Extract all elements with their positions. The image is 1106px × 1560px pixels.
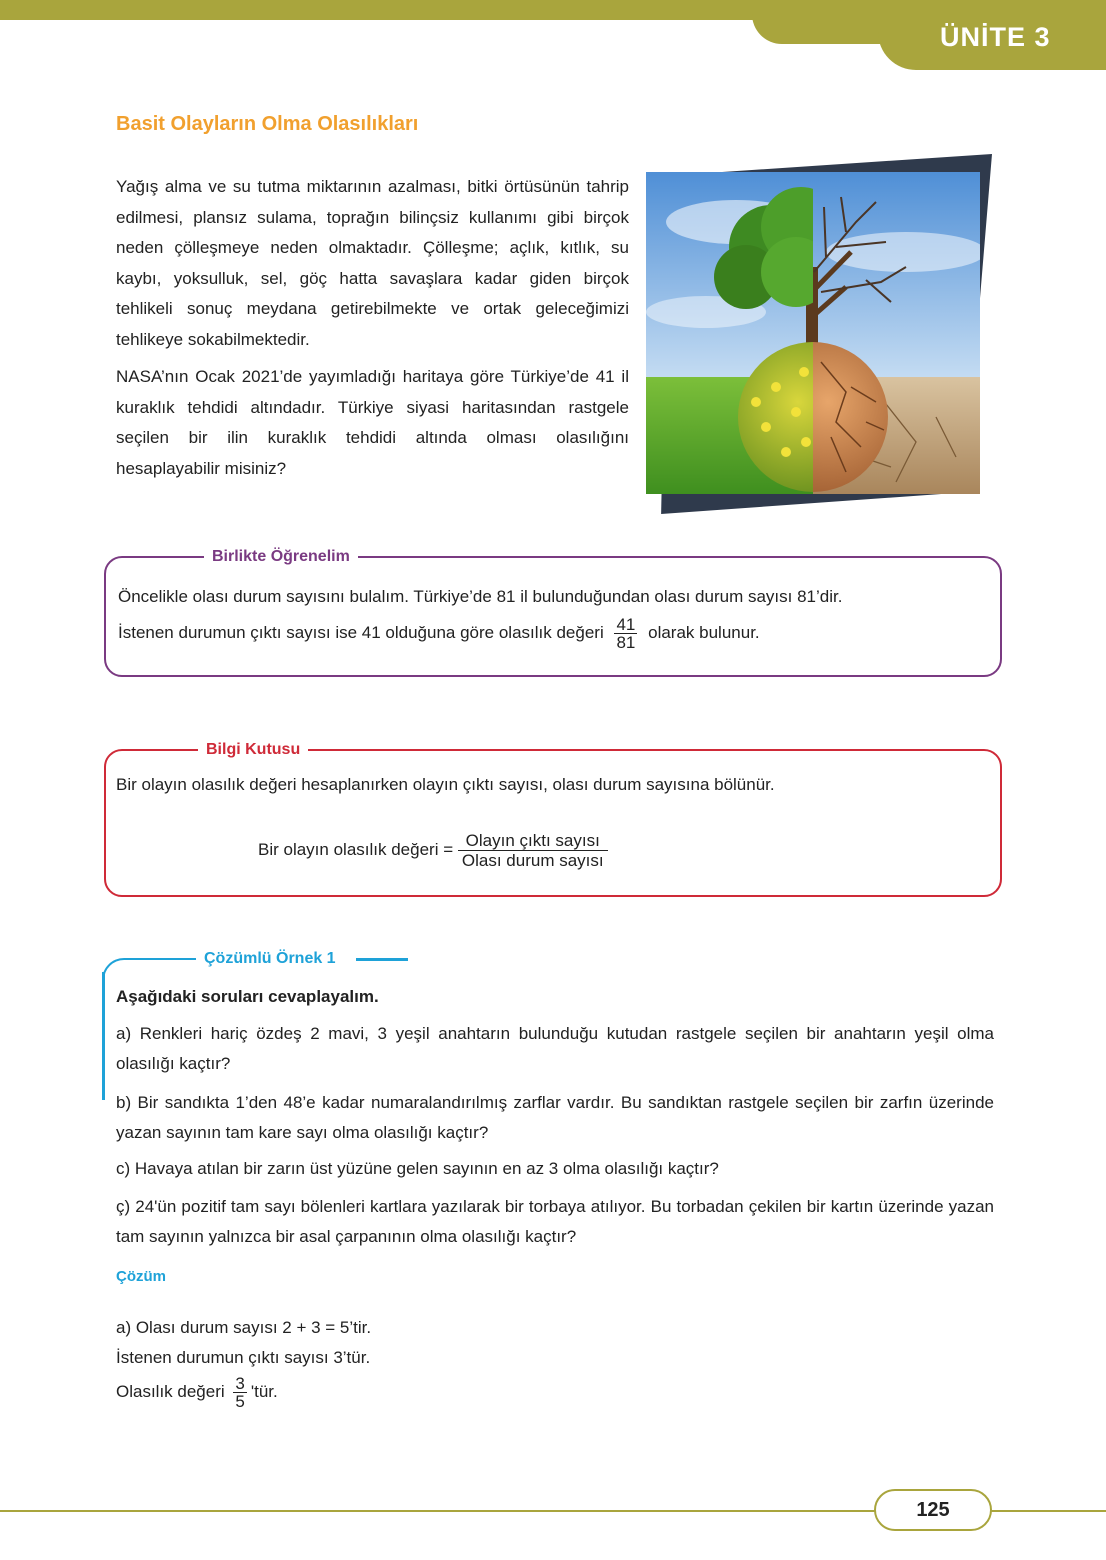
learn-together-text-end: olarak bulunur. (648, 622, 760, 642)
solution-denominator: 5 (235, 1392, 245, 1411)
formula-lhs: Bir olayın olasılık değeri (258, 839, 439, 859)
solution-line-2: İstenen durumun çıktı sayısı 3’tür. (116, 1348, 371, 1367)
example-title-rule (356, 958, 408, 961)
solution-text: Olasılık değeri (116, 1381, 225, 1401)
formula-fraction (458, 831, 608, 870)
example-bracket-line (102, 972, 105, 1100)
unit-tab-shape (752, 0, 892, 44)
info-box (104, 741, 1002, 897)
example-intro: Aşağıdaki soruları cevaplayalım. (116, 987, 379, 1006)
solution-line-3 (116, 1375, 994, 1410)
solution-fraction (233, 1375, 246, 1410)
question-c: c) Havaya atılan bir zarın üst yüzüne gelen sayının en az 3 olma olasılığı kaçtır? (116, 1159, 719, 1178)
solution-numerator: 3 (235, 1374, 245, 1393)
formula-denominator: Olası durum sayısı (461, 851, 604, 870)
intro-paragraph-1: Yağış alma ve su tutma miktarının azalması, bitki örtüsünün tahrip edilmesi, plansız sulama, toprağın bilinçsiz kullanımı gibi birçok neden çölleşmeye neden olmaktadır. Çölleşme; açlık, kıtlık, su kaybı, yoksulluk, sel, göç hatta savaşlara kadar giden birçok tehlikeli sonuç meydana getirebilmekte ve ortak geleceğimizi tehlikeye sokabilmektedir. (116, 177, 629, 349)
probability-formula (258, 831, 608, 870)
example-title: Çözümlü Örnek 1 (196, 948, 344, 970)
solution-title: Çözüm (116, 1268, 166, 1285)
question-cc: ç) 24'ün pozitif tam sayı bölenleri kartlara yazılarak bir torbaya atılıyor. Bu torbadan çekilen bir kartın üzerinde yazan tam sayının yalnızca bir asal çarpanının olma olasılığı kaçtır? (116, 1197, 994, 1246)
learn-together-label: Birlikte Öğrenelim (204, 546, 358, 568)
fraction-numerator: 41 (616, 615, 636, 634)
intro-paragraph-2: NASA’nın Ocak 2021’de yayımladığı haritaya göre Türkiye’de 41 il kuraklık tehdidi altındadır. Türkiye siyasi haritasından rastgele seçilen bir ilin kuraklık tehdidi altında olması olasılığını hesaplayabilir misiniz? (116, 367, 629, 478)
formula-numerator: Olayın çıktı sayısı (458, 831, 608, 851)
formula-equals: = (443, 839, 454, 859)
solution-line-1: a) Olası durum sayısı 2 + 3 = 5’tir. (116, 1318, 372, 1337)
question-b: b) Bir sandıkta 1’den 48’e kadar numaralandırılmış zarflar vardır. Bu sandıktan rastgele seçilen bir zarfın üzerinde yazan sayının tam kare sayı olma olasılığı kaçtır? (116, 1093, 994, 1142)
learn-together-box (104, 548, 1002, 677)
fraction-denominator: 81 (616, 633, 636, 652)
learn-together-line-2 (118, 616, 760, 651)
section-title: Basit Olayların Olma Olasılıkları (116, 113, 419, 135)
info-box-label: Bilgi Kutusu (198, 739, 308, 761)
question-a: a) Renkleri hariç özdeş 2 mavi, 3 yeşil anahtarın bulunduğu kutudan rastgele seçilen bir anahtarın yeşil olma olasılığı kaçtır? (116, 1024, 994, 1073)
solution-suffix: 'tür. (250, 1381, 278, 1401)
info-box-line: Bir olayın olasılık değeri hesaplanırken olayın çıktı sayısı, olası durum sayısına bölünür. (116, 775, 775, 794)
probability-fraction (614, 616, 637, 651)
page-number: 125 (916, 1499, 950, 1521)
learn-together-line-1: Öncelikle olası durum sayısını bulalım. Türkiye’de 81 il bulunduğundan olası durum sayısı 81’dir. (118, 587, 843, 606)
desertification-illustration (646, 172, 980, 494)
learn-together-text: İstenen durumun çıktı sayısı ise 41 olduğuna göre olasılık değeri (118, 622, 604, 642)
unit-label: ÜNİTE 3 (940, 22, 1051, 52)
